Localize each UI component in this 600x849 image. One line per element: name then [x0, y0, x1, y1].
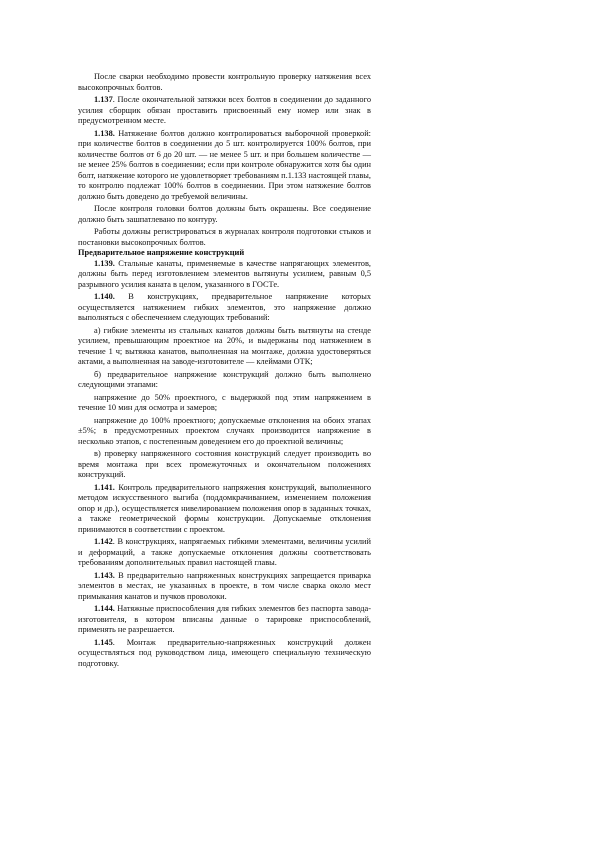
paragraph-stage-2: напряжение до 100% проектного; допускаемые отклонения на обоих этапах ±5%; в предусмотренных проектом случаях производится напряжение в несколько этапов, с постепенным доведением его до проектной величины; — [78, 415, 371, 446]
paragraph: После сварки необходимо провести контрольную проверку натяжения всех высокопрочных болтов. — [78, 72, 371, 92]
paragraph-1-142: 1.142. В конструкциях, напрягаемых гибкими элементами, величины усилий и деформаций, а также допускаемые отклонения должны соответствовать требованиям дополнительных правил настоящей главы. — [78, 537, 371, 567]
paragraph-1-143: 1.143. В предварительно напряженных конструкциях запрещается приварка элементов в местах, не указанных в проекте, в том числе сварка около мест примыкания канатов и пучков проволоки. — [78, 570, 371, 601]
clause-number: 1.141. — [94, 482, 115, 492]
paragraph-1-144: 1.144. Натяжные приспособления для гибких элементов без паспорта завода-изготовителя, в котором вписаны данные о тарировке приспособлений, применять не разрешается. — [78, 604, 371, 634]
clause-number: 1.138. — [94, 128, 115, 138]
paragraph-1-138: 1.138. Натяжение болтов должно контролироваться выборочной проверкой: при количестве болтов в соединении до 5 шт. контролируется 100% болтов, при количестве болтов от 6 до 20 шт. — не менее 5 шт. и при большем количестве — не менее 25% болтов в соединении; если при контроле обнаружится хотя бы один болт, натяжение которого не удовлетворяет требованиям п.1.133 настоящей главы, то контролю подлежат 100% болтов в соединении. При этом натяжение болтов должно быть доведено до требуемой величины. — [78, 128, 371, 201]
paragraph: После контроля головки болтов должны быть окрашены. Все соединение должно быть зашпатлевано по контуру. — [78, 204, 371, 224]
clause-number: 1.142 — [94, 537, 113, 546]
clause-number: 1.139. — [94, 258, 115, 268]
clause-number: 1.140. — [94, 292, 115, 301]
clause-number: 1.144. — [94, 604, 115, 613]
section-heading: Предварительное напряжение конструкций — [78, 248, 245, 257]
paragraph-1-141: 1.141. Контроль предварительного напряжения конструкций, выполненного методом искусственного выгиба (поддомкрачиванием, изменением положения опор и др.), осуществляется нивелированием положения опор в заданных точках, а также геометрической формы конструкции. Допускаемые отклонения принимаются в соответствии с проектом. — [78, 482, 371, 534]
paragraph-1-139: 1.139. Стальные канаты, применяемые в качестве напрягающих элементов, должны быть перед изготовлением элементов вытянуты усилием, равным 0,5 разрывного усилия каната в целом, указанного в ГОСТе. — [78, 258, 371, 289]
clause-number: 1.143. — [94, 570, 115, 580]
paragraph-stage-1: напряжение до 50% проектного, с выдержкой под этим напряжением в течение 10 мин для осмотра и замеров; — [78, 392, 371, 412]
clause-number: 1.145 — [94, 637, 113, 647]
clause-number: 1.137 — [94, 95, 113, 104]
paragraph-1-145: 1.145. Монтаж предварительно-напряженных конструкций должен осуществляться под руководством лица, имеющего специальную техническую подготовку. — [78, 637, 371, 668]
paragraph-item-v: в) проверку напряженного состояния конструкций следует производить во время монтажа при всех промежуточных и окончательном положениях конструкций. — [78, 449, 371, 479]
paragraph-1-140: 1.140. В конструкциях, предварительное напряжение которых осуществляется натяжением гибких элементов, это напряжение должно выполняться с обеспечением следующих требований: — [78, 292, 371, 322]
document-body — [78, 72, 371, 669]
paragraph-item-a: а) гибкие элементы из стальных канатов должны быть вытянуты на стенде усилием, превышающим проектное на 20%, и выдержаны под натяжением в течение 1 ч; вытяжка канатов, выполненная на монтаже, должна удостоверяться актами, а выполненная на заводе-изготовителе — клеймами ОТК; — [78, 325, 371, 366]
paragraph: Работы должны регистрироваться в журналах контроля подготовки стыков и постановки высокопрочных болтов. — [78, 227, 371, 247]
paragraph-item-b: б) предварительное напряжение конструкций должно быть выполнено следующими этапами: — [78, 369, 371, 389]
paragraph-1-137: 1.137. После окончательной затяжки всех болтов в соединении до заданного усилия сборщик обязан проставить присвоенный ему номер или знак в предусмотренном месте. — [78, 95, 371, 125]
